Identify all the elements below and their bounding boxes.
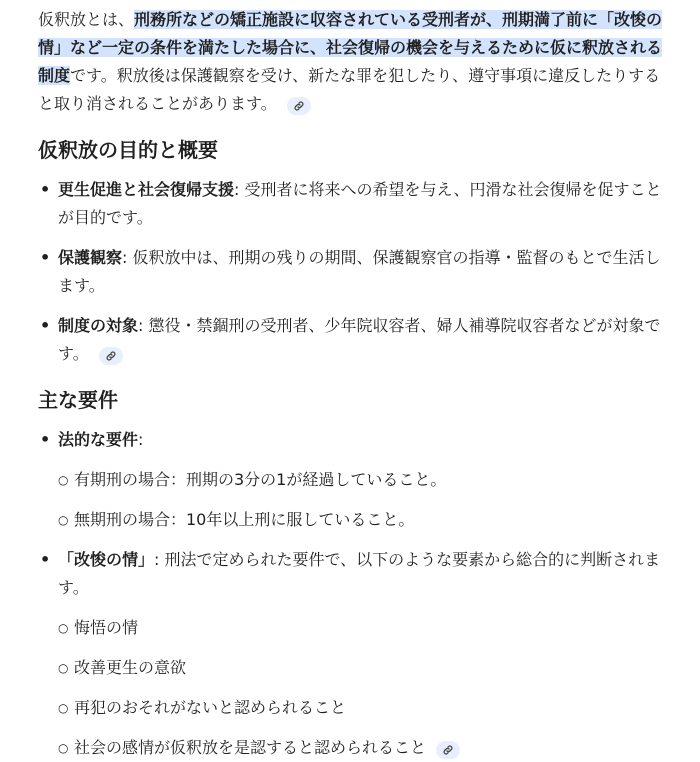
source-link-button[interactable]: [436, 741, 460, 759]
list-item-sep: :: [154, 550, 165, 569]
intro-paragraph: [38, 6, 666, 118]
requirements-list: [38, 426, 666, 762]
response-content: [0, 6, 700, 762]
list-item-text: 仮釈放中は、刑期の残りの期間、保護観察官の指導・監督のもとで生活します。: [58, 248, 661, 295]
sub-list-item: ○ 再犯のおそれがないと認められること: [58, 694, 666, 722]
sub-list-item: [58, 734, 666, 762]
list-item-sep: :: [234, 180, 245, 199]
list-item: [38, 426, 666, 534]
list-item-text: 受刑者に将来への希望を与え、円滑な社会復帰を促すことが目的です。: [58, 180, 662, 227]
list-item-text: 刑法で定められた要件で、以下のような要素から総合的に判断されます。: [58, 550, 661, 597]
link-icon: [105, 350, 117, 362]
sub-list-item-text: 社会の感情が仮釈放を是認すると認められること: [74, 738, 427, 757]
list-item-term: 「改悛の情」: [58, 550, 155, 569]
source-link-button[interactable]: [287, 97, 311, 115]
section-heading-requirements: 主な要件: [38, 388, 118, 412]
list-item-sep: :: [122, 248, 133, 267]
intro-prefix: 仮釈放とは、: [38, 10, 135, 29]
legal-sublist: [58, 466, 666, 534]
intro-highlight: 刑務所などの矯正施設に収容されている受刑者が、刑期満了前に「改悛の情」など一定の条件を満たした場合に、社会復帰の機会を与えるために仮に釈放される制度: [38, 10, 663, 85]
remorse-sublist: [58, 614, 666, 762]
list-item-term: 更生促進と社会復帰支援: [58, 180, 235, 199]
list-item-text: 懲役・禁錮刑の受刑者、少年院収容者、婦人補導院収容者などが対象です。: [58, 316, 661, 363]
sub-list-item: ○ 有期刑の場合：刑期の3分の1が経過していること。: [58, 466, 666, 494]
link-icon: [442, 744, 454, 756]
intro-suffix: です。釈放後は保護観察を受け、新たな罪を犯したり、遵守事項に違反したりすると取り消されることがあります。: [38, 66, 661, 113]
list-item-sep: :: [138, 430, 144, 449]
link-icon: [293, 100, 305, 112]
sub-list-item: ○ 改善更生の意欲: [58, 654, 666, 682]
purpose-list: [38, 176, 666, 368]
list-item-sep: :: [138, 316, 149, 335]
list-item: [38, 546, 666, 762]
source-link-button[interactable]: [99, 347, 123, 365]
list-item-term: 法的な要件: [58, 430, 139, 449]
list-item-term: 保護観察: [58, 248, 123, 267]
sub-list-item: ○ 悔悟の情: [58, 614, 666, 642]
list-item: [38, 312, 666, 368]
list-item: [38, 244, 666, 300]
list-item-term: 制度の対象: [58, 316, 139, 335]
list-item: [38, 176, 666, 232]
section-heading-purpose: 仮釈放の目的と概要: [38, 138, 218, 162]
sub-list-item: ○ 無期刑の場合：10年以上刑に服していること。: [58, 506, 666, 534]
